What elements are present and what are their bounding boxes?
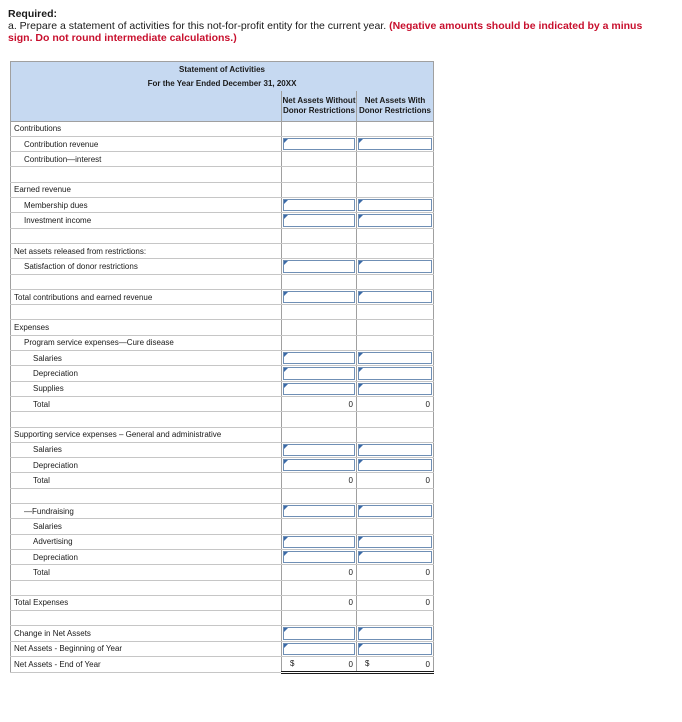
satisfaction-without-input[interactable]: [283, 260, 355, 272]
fund-depreciation-without-input[interactable]: [283, 551, 355, 563]
fund-advertising-without-input[interactable]: [283, 536, 355, 548]
required-heading: Required:: [8, 8, 58, 20]
row-total-contributions: Total contributions and earned revenue: [11, 289, 282, 304]
row-net-assets-end: Net Assets - End of Year: [11, 656, 282, 672]
program-depreciation-without-input[interactable]: [283, 367, 355, 379]
investment-income-with-input[interactable]: [358, 214, 432, 226]
program-total-without: 0: [282, 396, 357, 411]
row-program-service: Program service expenses—Cure disease: [11, 335, 282, 350]
col-with-donor-restrictions: Net Assets With Donor Restrictions: [357, 91, 434, 122]
header-blank: [11, 91, 282, 122]
membership-dues-without-input[interactable]: [283, 199, 355, 211]
row-supporting-service: Supporting service expenses – General and administrative: [11, 427, 282, 442]
row-earned-revenue: Earned revenue: [11, 182, 282, 197]
program-supplies-without-input[interactable]: [283, 383, 355, 395]
dollar-sign-2: $: [365, 658, 370, 668]
row-program-salaries: Salaries: [11, 351, 282, 366]
fund-advertising-with-input[interactable]: [358, 536, 432, 548]
row-fund-total: Total: [11, 565, 282, 580]
total-expenses-without: 0: [282, 595, 357, 610]
satisfaction-with-input[interactable]: [358, 260, 432, 272]
end-with-cell: [357, 656, 434, 672]
program-salaries-with-input[interactable]: [358, 352, 432, 364]
statement-of-activities-table: [10, 61, 434, 674]
row-program-total: Total: [11, 396, 282, 411]
program-supplies-with-input[interactable]: [358, 383, 432, 395]
end-with-value: 0: [425, 659, 430, 669]
instructions: [8, 8, 668, 44]
ga-total-without: 0: [282, 473, 357, 488]
row-program-supplies: Supplies: [11, 381, 282, 396]
statement-title: Statement of Activities: [11, 62, 434, 77]
total-contrib-without-input[interactable]: [283, 291, 355, 303]
total-contrib-with-input[interactable]: [358, 291, 432, 303]
dollar-sign-1: $: [290, 658, 295, 668]
membership-dues-with-input[interactable]: [358, 199, 432, 211]
fund-total-with: 0: [357, 565, 434, 580]
instruction-body: a. Prepare a statement of activities for this not-for-profit entity for the current year.: [8, 20, 390, 32]
instruction-note: (Negative amounts should be indicated by a minus sign. Do not round intermediate calculations.): [8, 20, 643, 44]
row-fund-depreciation: Depreciation: [11, 549, 282, 564]
row-net-assets-beginning: Net Assets - Beginning of Year: [11, 641, 282, 656]
change-without-input[interactable]: [283, 627, 355, 639]
instruction-text: [8, 20, 668, 44]
total-expenses-with: 0: [357, 595, 434, 610]
row-membership-dues: Membership dues: [11, 198, 282, 213]
ga-total-with: 0: [357, 473, 434, 488]
ga-salaries-without-input[interactable]: [283, 444, 355, 456]
row-total-expenses: Total Expenses: [11, 595, 282, 610]
row-program-depreciation: Depreciation: [11, 366, 282, 381]
change-with-input[interactable]: [358, 627, 432, 639]
contribution-revenue-without-input[interactable]: [283, 138, 355, 150]
row-net-assets-released: Net assets released from restrictions:: [11, 243, 282, 258]
end-without-cell: [282, 656, 357, 672]
investment-income-without-input[interactable]: [283, 214, 355, 226]
row-fundraising: —Fundraising: [11, 504, 282, 519]
row-ga-depreciation: Depreciation: [11, 458, 282, 473]
row-fund-salaries: Salaries: [11, 519, 282, 534]
ga-depreciation-without-input[interactable]: [283, 459, 355, 471]
row-contributions: Contributions: [11, 121, 282, 136]
row-contribution-interest: Contribution—interest: [11, 152, 282, 167]
fund-depreciation-with-input[interactable]: [358, 551, 432, 563]
ga-salaries-with-input[interactable]: [358, 444, 432, 456]
ga-depreciation-with-input[interactable]: [358, 459, 432, 471]
row-fund-advertising: Advertising: [11, 534, 282, 549]
fundraising-with-input[interactable]: [358, 505, 432, 517]
fundraising-without-input[interactable]: [283, 505, 355, 517]
row-change-in-net-assets: Change in Net Assets: [11, 626, 282, 641]
col-without-donor-restrictions: Net Assets Without Donor Restrictions: [282, 91, 357, 122]
beginning-without-input[interactable]: [283, 643, 355, 655]
row-investment-income: Investment income: [11, 213, 282, 228]
statement-period: For the Year Ended December 31, 20XX: [11, 76, 434, 90]
end-without-value: 0: [348, 659, 353, 669]
row-contribution-revenue: Contribution revenue: [11, 136, 282, 151]
row-ga-salaries: Salaries: [11, 442, 282, 457]
program-depreciation-with-input[interactable]: [358, 367, 432, 379]
program-salaries-without-input[interactable]: [283, 352, 355, 364]
contribution-revenue-with-input[interactable]: [358, 138, 432, 150]
program-total-with: 0: [357, 396, 434, 411]
beginning-with-input[interactable]: [358, 643, 432, 655]
row-ga-total: Total: [11, 473, 282, 488]
row-expenses: Expenses: [11, 320, 282, 335]
fund-total-without: 0: [282, 565, 357, 580]
row-satisfaction: Satisfaction of donor restrictions: [11, 259, 282, 274]
